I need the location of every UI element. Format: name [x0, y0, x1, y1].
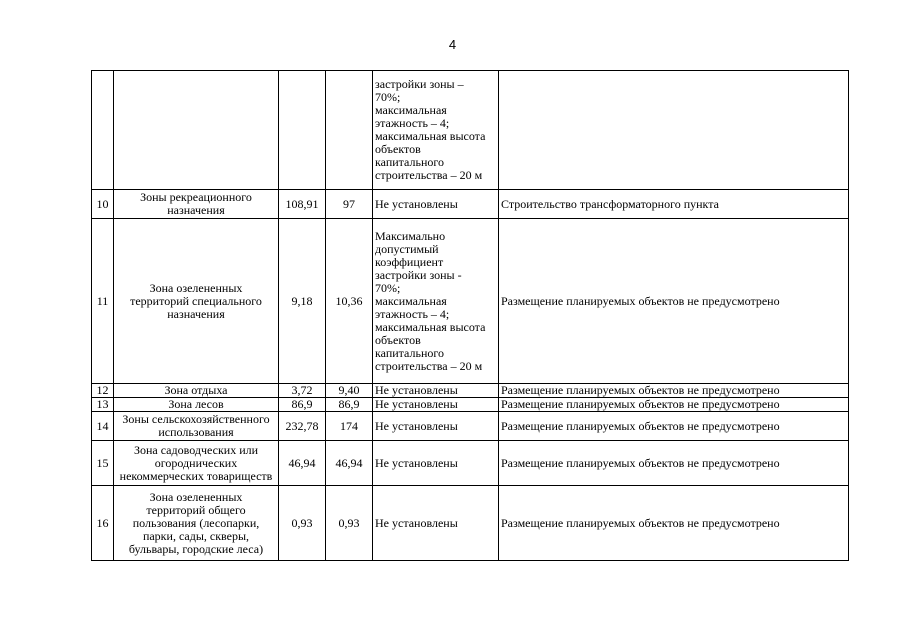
- table-row: [92, 384, 849, 398]
- planned-objects: Размещение планируемых объектов не предусмотрено: [499, 384, 849, 398]
- table-row: [92, 71, 849, 190]
- zone-area-alt: 46,94: [326, 441, 373, 486]
- planned-objects: Размещение планируемых объектов не предусмотрено: [499, 441, 849, 486]
- zone-area: [279, 71, 326, 190]
- zone-area: 232,78: [279, 412, 326, 441]
- zone-name: [114, 71, 279, 190]
- zone-parameters: Не установлены: [373, 441, 499, 486]
- zone-parameters: Не установлены: [373, 486, 499, 561]
- table-row: [92, 412, 849, 441]
- planned-objects: Размещение планируемых объектов не предусмотрено: [499, 219, 849, 384]
- planned-objects: Размещение планируемых объектов не предусмотрено: [499, 398, 849, 412]
- zone-parameters: Не установлены: [373, 412, 499, 441]
- zone-parameters: Не установлены: [373, 190, 499, 219]
- table-row: [92, 219, 849, 384]
- row-number: 10: [92, 190, 114, 219]
- zone-area: 46,94: [279, 441, 326, 486]
- planned-objects: [499, 71, 849, 190]
- zone-name: Зона лесов: [114, 398, 279, 412]
- zone-area: 0,93: [279, 486, 326, 561]
- zone-area-alt: 174: [326, 412, 373, 441]
- table-row: [92, 486, 849, 561]
- zone-area-alt: 10,36: [326, 219, 373, 384]
- zones-table: [91, 70, 849, 561]
- zone-parameters: Максимально допустимый коэффициент застройки зоны - 70%; максимальная этажность – 4; максимальная высота объектов капитального строительства – 20 м: [373, 219, 499, 384]
- zone-name: Зона озелененных территорий общего пользования (лесопарки, парки, сады, скверы, бульвары, городские леса): [114, 486, 279, 561]
- row-number: 14: [92, 412, 114, 441]
- zone-area-alt: [326, 71, 373, 190]
- zone-name: Зона садоводческих или огороднических некоммерческих товариществ: [114, 441, 279, 486]
- zone-name: Зона озелененных территорий специального назначения: [114, 219, 279, 384]
- zone-name: Зоны рекреационного назначения: [114, 190, 279, 219]
- zone-area: 9,18: [279, 219, 326, 384]
- row-number: 16: [92, 486, 114, 561]
- table-row: [92, 441, 849, 486]
- zone-parameters: Не установлены: [373, 384, 499, 398]
- zone-area-alt: 97: [326, 190, 373, 219]
- row-number: 12: [92, 384, 114, 398]
- zone-area: 86,9: [279, 398, 326, 412]
- zone-area-alt: 0,93: [326, 486, 373, 561]
- planned-objects: Размещение планируемых объектов не предусмотрено: [499, 412, 849, 441]
- zone-area-alt: 86,9: [326, 398, 373, 412]
- zone-parameters: застройки зоны – 70%; максимальная этажность – 4; максимальная высота объектов капитального строительства – 20 м: [373, 71, 499, 190]
- page-number: 4: [448, 37, 457, 52]
- planned-objects: Строительство трансформаторного пункта: [499, 190, 849, 219]
- row-number: [92, 71, 114, 190]
- zone-area: 3,72: [279, 384, 326, 398]
- row-number: 13: [92, 398, 114, 412]
- zone-area: 108,91: [279, 190, 326, 219]
- row-number: 11: [92, 219, 114, 384]
- row-number: 15: [92, 441, 114, 486]
- zone-name: Зона отдыха: [114, 384, 279, 398]
- table-row: [92, 190, 849, 219]
- zone-area-alt: 9,40: [326, 384, 373, 398]
- planned-objects: Размещение планируемых объектов не предусмотрено: [499, 486, 849, 561]
- table-row: [92, 398, 849, 412]
- zone-name: Зоны сельскохозяйственного использования: [114, 412, 279, 441]
- zone-parameters: Не установлены: [373, 398, 499, 412]
